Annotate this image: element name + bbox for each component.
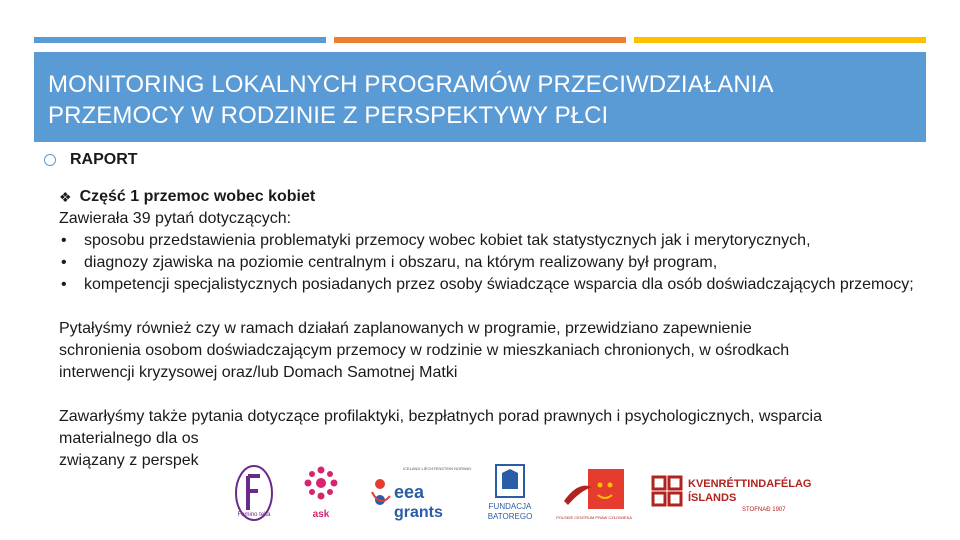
report-bullet [44,151,138,169]
svg-text:ask: ask [312,509,330,520]
svg-text:BATOREGO: BATOREGO [487,512,533,521]
svg-text:eea: eea [394,482,425,502]
kvenrettindafelag-logo [650,471,812,515]
ask-logo [298,463,344,523]
title-box [34,52,926,142]
list-item: • sposobu przedstawienia problematyki przemocy wobec kobiet tak statystycznych jak i merytorycznych, [59,230,929,252]
slide-content [59,186,929,472]
svg-text:STOFNAÐ 1907: STOFNAÐ 1907 [742,507,786,513]
svg-text:ICELAND LIECHTENSTEIN NORWAY: ICELAND LIECHTENSTEIN NORWAY [403,466,472,471]
part1-heading-row [59,186,929,208]
bullet-dot-icon: • [61,276,67,293]
report-label: RAPORT [70,151,138,168]
ring-bullet-icon [44,154,56,166]
svg-text:ÍSLANDS: ÍSLANDS [688,492,737,504]
svg-text:FUNDACJA: FUNDACJA [488,502,532,511]
part1-heading: Część 1 przemoc wobec kobiet [79,188,316,205]
bullet-dot-icon: • [61,232,67,249]
list-item: • diagnozy zjawiska na poziomie centralnym i obszaru, na którym realizowany był program, [59,252,929,274]
title-line-1: MONITORING LOKALNYCH PROGRAMÓW PRZECIWDZIAŁANIA [48,71,774,98]
svg-text:grants: grants [394,504,443,521]
paragraph2: Pytałyśmy również czy w ramach działań zaplanowanych w programie, przewidziano zapewnienie schronienia osobom doświadczającym przemocy w rodzinie w mieszkaniach chronionych, w ośrodkach interwencji kryzysowej oraz/lub Domach Samotnej Matki [59,320,790,381]
title-line-2: PRZEMOCY W RODZINIE Z PERSPEKTYWY PŁCI [48,102,609,129]
svg-text:Femino teka: Femino teka [237,512,271,518]
svg-text:KVENRÉTTINDAFÉLAG: KVENRÉTTINDAFÉLAG [688,478,812,490]
part1-intro: Zawierała 39 pytań dotyczących: [59,210,292,227]
feminoteka-logo [234,464,274,522]
accent-bar-orange [334,37,626,43]
bullet-dot-icon: • [61,254,67,271]
svg-text:POLSKIE CENTRUM PRAW CZŁOWIEKA: POLSKIE CENTRUM PRAW CZŁOWIEKA [556,515,632,520]
eea-grants-logo [368,462,472,524]
sponsor-logos [210,446,960,540]
fundacja-batorego-logo [482,461,538,525]
diamond-bullet-icon: ❖ [59,189,72,205]
polish-center-logo [556,461,632,525]
accent-bar-yellow [634,37,926,43]
slide-title [48,69,912,131]
list-item: • kompetencji specjalistycznych posiadanych przez osoby świadczące wsparcia dla osób doświadczających przemocy; [59,274,929,296]
part1-list [59,230,929,296]
accent-bar-blue [34,37,326,43]
paragraph3: Zawarłyśmy także pytania dotyczące profilaktyki, bezpłatnych porad prawnych i psychologicznych, wsparcia materialnego dla os związany z perspek [59,408,823,469]
